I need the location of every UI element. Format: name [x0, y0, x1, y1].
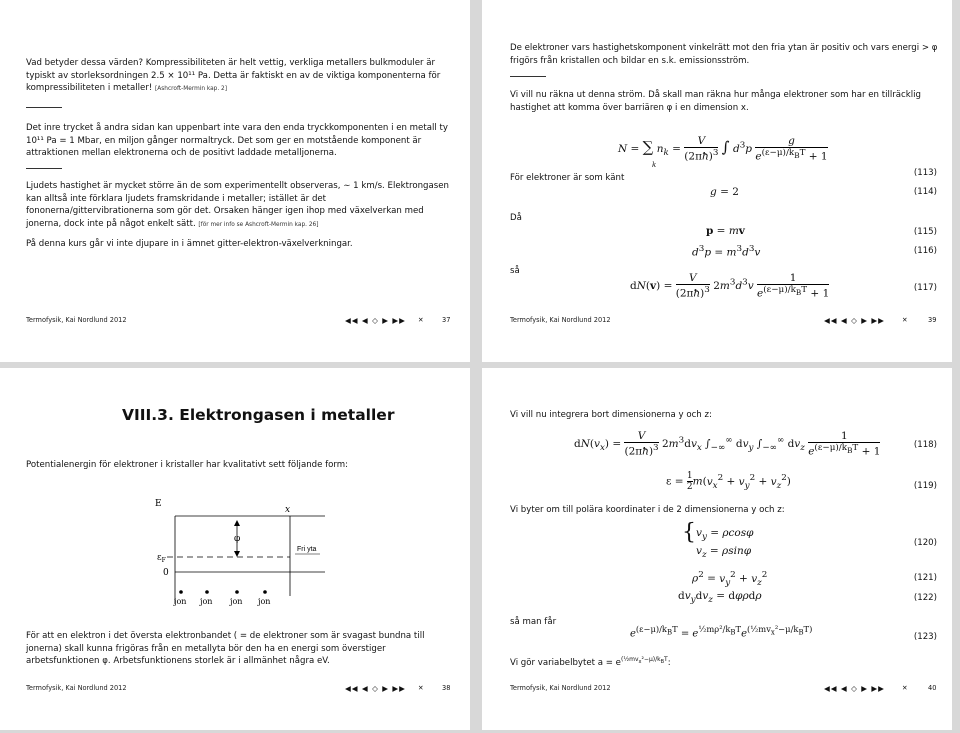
- eq-number: (113): [913, 168, 937, 178]
- slide-38: [0, 368, 470, 730]
- page-number: 38: [442, 684, 451, 692]
- eq-number: (117): [913, 283, 937, 293]
- slide-title: VIII.3. Elektrongasen i metaller: [122, 406, 395, 424]
- text-line: Vi gör variabelbytet $a = e^{(\frac{1}{2}mv_x^2-\mu)/k_BT}$:: [510, 656, 671, 668]
- paragraph: De elektroner vars hastighetskomponent vinkelrätt mot den fria ytan är positiv och vars energi > φ frigörs från kristallen och bildar en s.k. emissionsström.: [510, 43, 938, 66]
- eq-number: (116): [913, 246, 937, 256]
- equation-113: N = ∑ $n_k$ = $\frac{V}{(2\pi ħ)^3}$ ∫ $d^3p$ g $e^{(\varepsilon-\mu)/k_BT} + 1$: [618, 135, 828, 163]
- equation-114: g = 2: [710, 186, 739, 198]
- page-number: 40: [928, 684, 937, 692]
- slide-40: [482, 368, 952, 730]
- paragraph: Det inre trycket å andra sidan kan uppenbart inte vara den enda tryckkomponenten i en metall ty 10¹¹ Pa = 1 Mbar, en miljon gånger normaltryck. Det som ger en motstående komponent är attraktionen mellan elektronerna och de positivt laddade metalljonerna.: [26, 123, 448, 158]
- divider: [510, 76, 546, 77]
- equation-117: dN(v) = $\frac{V}{(2\pi ħ)^3}$ $2m^3d^3v$ 1 $e^{(\varepsilon-\mu)/k_BT} + 1$: [630, 272, 830, 300]
- phi-label: φ: [234, 534, 241, 544]
- close-icon[interactable]: ✕: [418, 684, 424, 692]
- paragraph: Vad betyder dessa värden? Kompressibiliteten är helt vettig, verkliga metallers bulkmoduler är typiskt av storleksordningen 2.5 × 10¹¹ Pa. Detta är faktiskt en av de viktiga komponenterna för kompressibiliteten i metaller! [Ashcroft-Mermin kap. 2]: [26, 58, 441, 93]
- footer-text: Termofysik, Kai Nordlund 2012: [510, 684, 611, 692]
- text-line: Då: [510, 213, 522, 223]
- sum-index: k: [652, 161, 657, 169]
- text-line: För elektroner är som känt: [510, 173, 625, 183]
- nav-buttons[interactable]: ◀◀ ◀ ◇ ▶ ▶▶: [824, 684, 885, 693]
- eq-number: (114): [913, 187, 937, 197]
- equation-122: $dv_ydv_z = d\varphi\rho d\rho$: [678, 590, 762, 606]
- paragraph: Potentialenergin för elektroner i kristaller har kvalitativt sett följande form:: [26, 460, 349, 470]
- divider: [26, 168, 62, 169]
- paragraph: För att en elektron i det översta elektronbandet ( = de elektroner som är svagast bundna till jonerna) skall kunna frigöras från en metallyta bör den ha en energi som överstiger arbetsfunktionen φ. Arbetsfunktionens storlek är i allmänhet några eV.: [26, 631, 425, 666]
- slide-39: [482, 0, 952, 362]
- paragraph: Vi byter om till polära koordinater i de 2 dimensionerna y och z:: [510, 505, 785, 515]
- potential-diagram: [135, 496, 365, 616]
- equation-115: p = mv: [706, 225, 745, 237]
- equation-120: {$v_y = \rho\cos\varphi$ $v_z = \rho\sin\varphi$: [682, 520, 754, 561]
- axis-label-e: E: [155, 499, 162, 509]
- page-number: 37: [442, 316, 451, 324]
- fermi-label: $\varepsilon_F$: [157, 553, 166, 564]
- nav-buttons[interactable]: ◀◀ ◀ ◇ ▶ ▶▶: [345, 316, 406, 325]
- paragraph: Vi vill nu räkna ut denna ström. Då skall man räkna hur många elektroner som har en tillräcklig hastighet att komma över barriären φ i en dimension x.: [510, 90, 921, 113]
- equation-123: $e^{(\varepsilon-\mu)/k_BT} = e^{\frac{1}{2}m\rho^2/k_BT}e^{(\frac{1}{2}mv_x^2-\mu/k_BT)}$: [630, 624, 813, 640]
- eq-number: (115): [913, 227, 937, 237]
- page-number: 39: [928, 316, 937, 324]
- nav-buttons[interactable]: ◀◀ ◀ ◇ ▶ ▶▶: [345, 684, 406, 693]
- eq-number: (121): [913, 573, 937, 583]
- equation-116: $d^3p = m^3d^3v$: [692, 244, 761, 259]
- footer-text: Termofysik, Kai Nordlund 2012: [26, 316, 127, 324]
- equation-118: $dN(v_x)$ = $\frac{V}{(2\pi ħ)^3}$ $2m^3dv_x$ $\int_{-\infty}^\infty$ $dv_y$ $\int_{-\infty}^\infty$ $dv_z$ 1 $e^{(\varepsilon-\mu)/k_BT} + 1$: [574, 430, 881, 458]
- eq-number: (119): [913, 481, 937, 491]
- free-surface-label: Fri yta: [297, 546, 317, 553]
- ion-label: jon: [174, 597, 187, 606]
- paragraph: Ljudets hastighet är mycket större än de som experimentellt observeras, ∼ 1 km/s. Elektrongasen kan alltså inte förklara ljudets framskridande i metaller; istället är det fononerna/gittervibrationerna som gör det. Orsaken hänger igen ihop med växelverkan med jonerna, dock inte på något enkelt sätt. [för mer info se Ashcroft-Mermin kap. 26]: [26, 181, 449, 229]
- paragraph: Vi vill nu integrera bort dimensionerna y och z:: [510, 410, 712, 420]
- zero-label: 0: [163, 568, 169, 578]
- ion-label: jon: [200, 597, 213, 606]
- eq-number: (118): [913, 440, 937, 450]
- text-line: så: [510, 266, 520, 276]
- text-line: så man får: [510, 617, 557, 627]
- axis-label-x: x: [285, 505, 291, 515]
- eq-number: (123): [913, 632, 937, 642]
- ion-label: jon: [230, 597, 243, 606]
- close-icon[interactable]: ✕: [902, 316, 908, 324]
- footer-text: Termofysik, Kai Nordlund 2012: [510, 316, 611, 324]
- nav-buttons[interactable]: ◀◀ ◀ ◇ ▶ ▶▶: [824, 316, 885, 325]
- equation-121: $\rho^2 = v_y^2 + v_z^2$: [692, 570, 768, 588]
- eq-number: (122): [913, 593, 937, 603]
- ion-label: jon: [258, 597, 271, 606]
- footer-text: Termofysik, Kai Nordlund 2012: [26, 684, 127, 692]
- close-icon[interactable]: ✕: [418, 316, 424, 324]
- eq-number: (120): [913, 538, 937, 548]
- slide-37: [0, 0, 470, 362]
- paragraph: På denna kurs går vi inte djupare in i ämnet gitter-elektron-växelverkningar.: [26, 239, 353, 249]
- equation-119: ε = $\frac{1}{2}$ $m(v_x^2 + v_y^2 + v_z^2)$: [666, 471, 791, 492]
- close-icon[interactable]: ✕: [902, 684, 908, 692]
- divider: [26, 107, 62, 108]
